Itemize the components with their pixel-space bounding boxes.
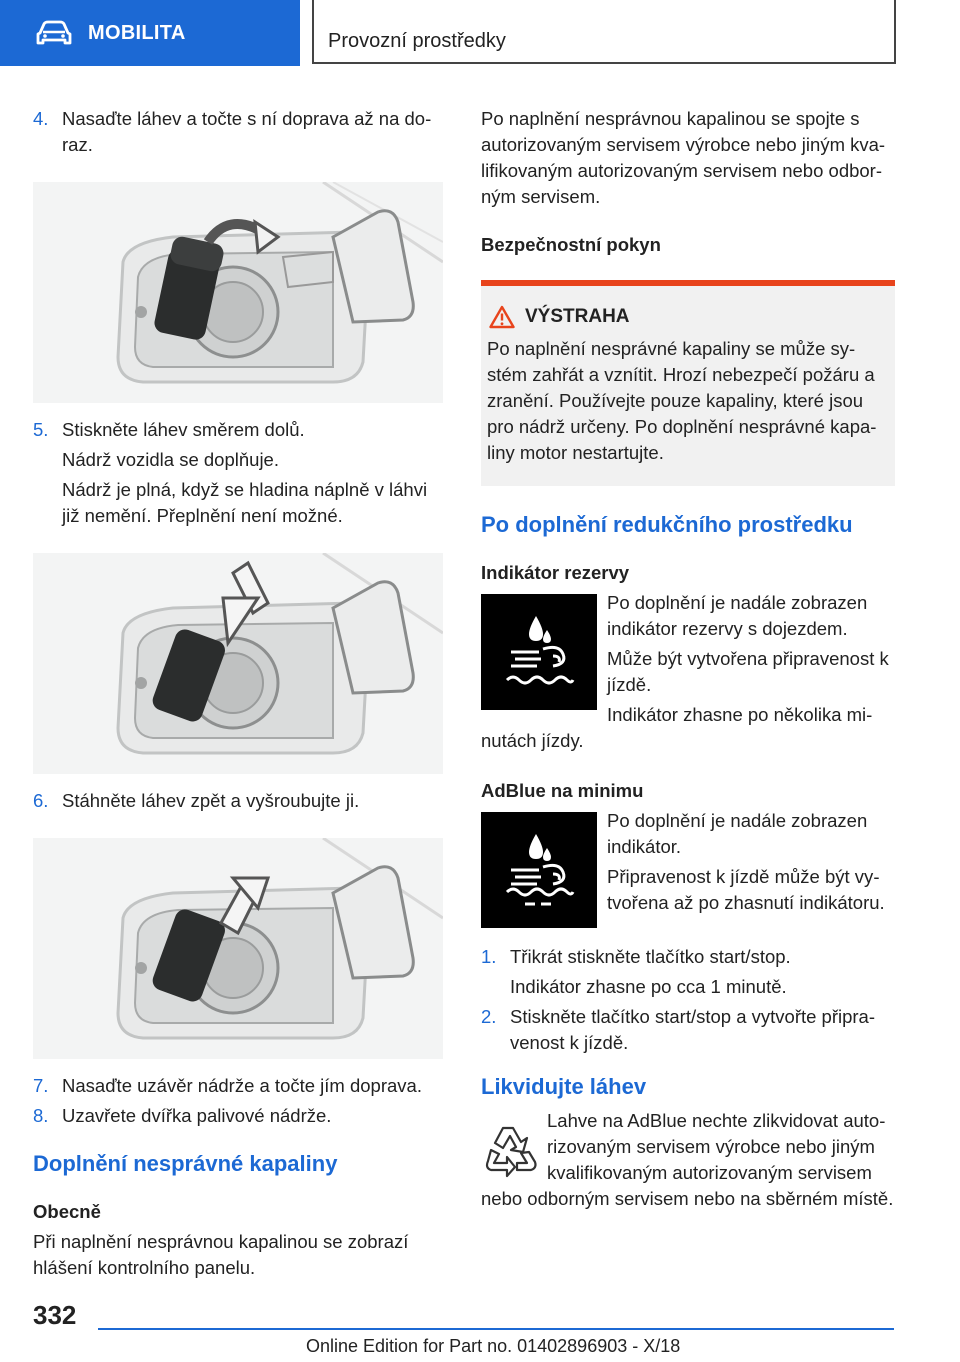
- step-7: [33, 1073, 443, 1099]
- step-number: 5.: [33, 419, 49, 440]
- right-column: [481, 106, 895, 1216]
- left-column: [33, 106, 443, 1285]
- step-4: [33, 106, 443, 158]
- paragraph: Po naplnění nesprávnou kapalinou se spojte s autorizovaným servisem výrobce nebo jiným kvalifikovaným autorizovaným servisem nebo odborným servisem.: [481, 108, 886, 207]
- minimum-indicator-block: [481, 808, 895, 934]
- car-icon: [34, 19, 74, 47]
- warning-triangle-icon: [489, 305, 515, 329]
- paragraph: Indikátor zhasne po několika minutách jízdy.: [481, 704, 873, 751]
- bottle-pull-back-image: [33, 838, 443, 1059]
- step-number: 7.: [33, 1075, 49, 1096]
- subsection-title: Bezpečnostní pokyn: [481, 234, 661, 255]
- paragraph: Může být vytvořena připravenost k jízdě.: [607, 648, 889, 695]
- section-heading: Doplnění nesprávné kapaliny: [33, 1151, 338, 1176]
- page-header: [0, 0, 960, 66]
- adblue-reserve-indicator-icon: [481, 594, 597, 710]
- step-5-detail: Nádrž vozidla se doplňuje.: [62, 449, 279, 470]
- step-number: 1.: [481, 946, 497, 967]
- paragraph: Při naplnění nesprávnou kapalinou se zobrazí hlášení kontrolního panelu.: [33, 1231, 409, 1278]
- step-number: 8.: [33, 1105, 49, 1126]
- step-1-detail: Indikátor zhasne po cca 1 minutě.: [510, 976, 787, 997]
- footer-divider: [98, 1328, 894, 1330]
- step-text: Nasaďte uzávěr nádrže a točte jím doprava.: [62, 1075, 422, 1096]
- paragraph: Po doplnění je nadále zobrazen indikátor rezervy s dojezdem.: [607, 592, 868, 639]
- step-5: [33, 417, 443, 443]
- subsection-title: AdBlue na minimu: [481, 780, 644, 801]
- step-text: Třikrát stiskněte tlačítko start/stop.: [510, 946, 791, 967]
- step-number: 4.: [33, 108, 49, 129]
- step-5-detail: Nádrž je plná, když se hladina náplně v láhvi již nemění. Přeplnění není možné.: [62, 479, 428, 526]
- chapter-tab[interactable]: [312, 0, 896, 64]
- step-number: 6.: [33, 790, 49, 811]
- edition-note: Online Edition for Part no. 01402896903 - X/18: [306, 1336, 681, 1356]
- warning-title-row: [487, 304, 887, 330]
- bottle-push-down-image: [33, 553, 443, 774]
- step-text: Stiskněte láhev směrem dolů.: [62, 419, 305, 440]
- step-8: [33, 1103, 443, 1129]
- step-text: Stáhněte láhev zpět a vyšroubujte ji.: [62, 790, 360, 811]
- step-text: Uzavřete dvířka palivové nádrže.: [62, 1105, 332, 1126]
- warning-title: VÝSTRAHA: [525, 306, 630, 327]
- reserve-indicator-block: [481, 590, 895, 758]
- step-text: Stiskněte tlačítko start/stop a vytvořte připravenost k jízdě.: [510, 1006, 876, 1053]
- chapter-label: Provozní prostředky: [328, 30, 506, 52]
- section-tab[interactable]: [0, 0, 300, 66]
- dispose-block: [481, 1108, 895, 1212]
- adblue-minimum-indicator-icon: [481, 812, 597, 928]
- subsection-title: Indikátor rezervy: [481, 562, 630, 583]
- subsection-title: Obecně: [33, 1201, 101, 1222]
- step-6: [33, 788, 443, 814]
- page-number: 332: [33, 1300, 77, 1330]
- section-heading: Likvidujte láhev: [481, 1074, 647, 1099]
- bottle-turn-right-image: [33, 182, 443, 403]
- recycle-icon: [481, 1120, 539, 1178]
- warning-text: Po naplnění nesprávné kapaliny se může systém zahřát a vznítit. Hrozí nebezpečí požáru a zranění. Používejte pouze kapaliny, které jsou pro nádrž určeny. Po doplnění nesprávné kapaliny motor nestartujte.: [487, 338, 877, 463]
- warning-box: [481, 280, 895, 486]
- paragraph: Lahve na AdBlue nechte zlikvidovat autorizovaným servisem výrobce nebo jiným kvalifikovaným autorizovaným servisem nebo odborným servisem nebo na sběrném místě.: [481, 1110, 894, 1209]
- section-heading: Po doplnění redukčního prostředku: [481, 512, 853, 537]
- step-text: Nasaďte láhev a točte s ní doprava až na doraz.: [62, 108, 432, 155]
- step-2: [481, 1004, 895, 1056]
- step-1: [481, 944, 895, 970]
- paragraph: Po doplnění je nadále zobrazen indikátor.: [607, 810, 868, 857]
- step-number: 2.: [481, 1006, 497, 1027]
- paragraph: Připravenost k jízdě může být vytvořena až po zhasnutí indikátoru.: [607, 866, 885, 913]
- section-label: MOBILITA: [88, 21, 186, 44]
